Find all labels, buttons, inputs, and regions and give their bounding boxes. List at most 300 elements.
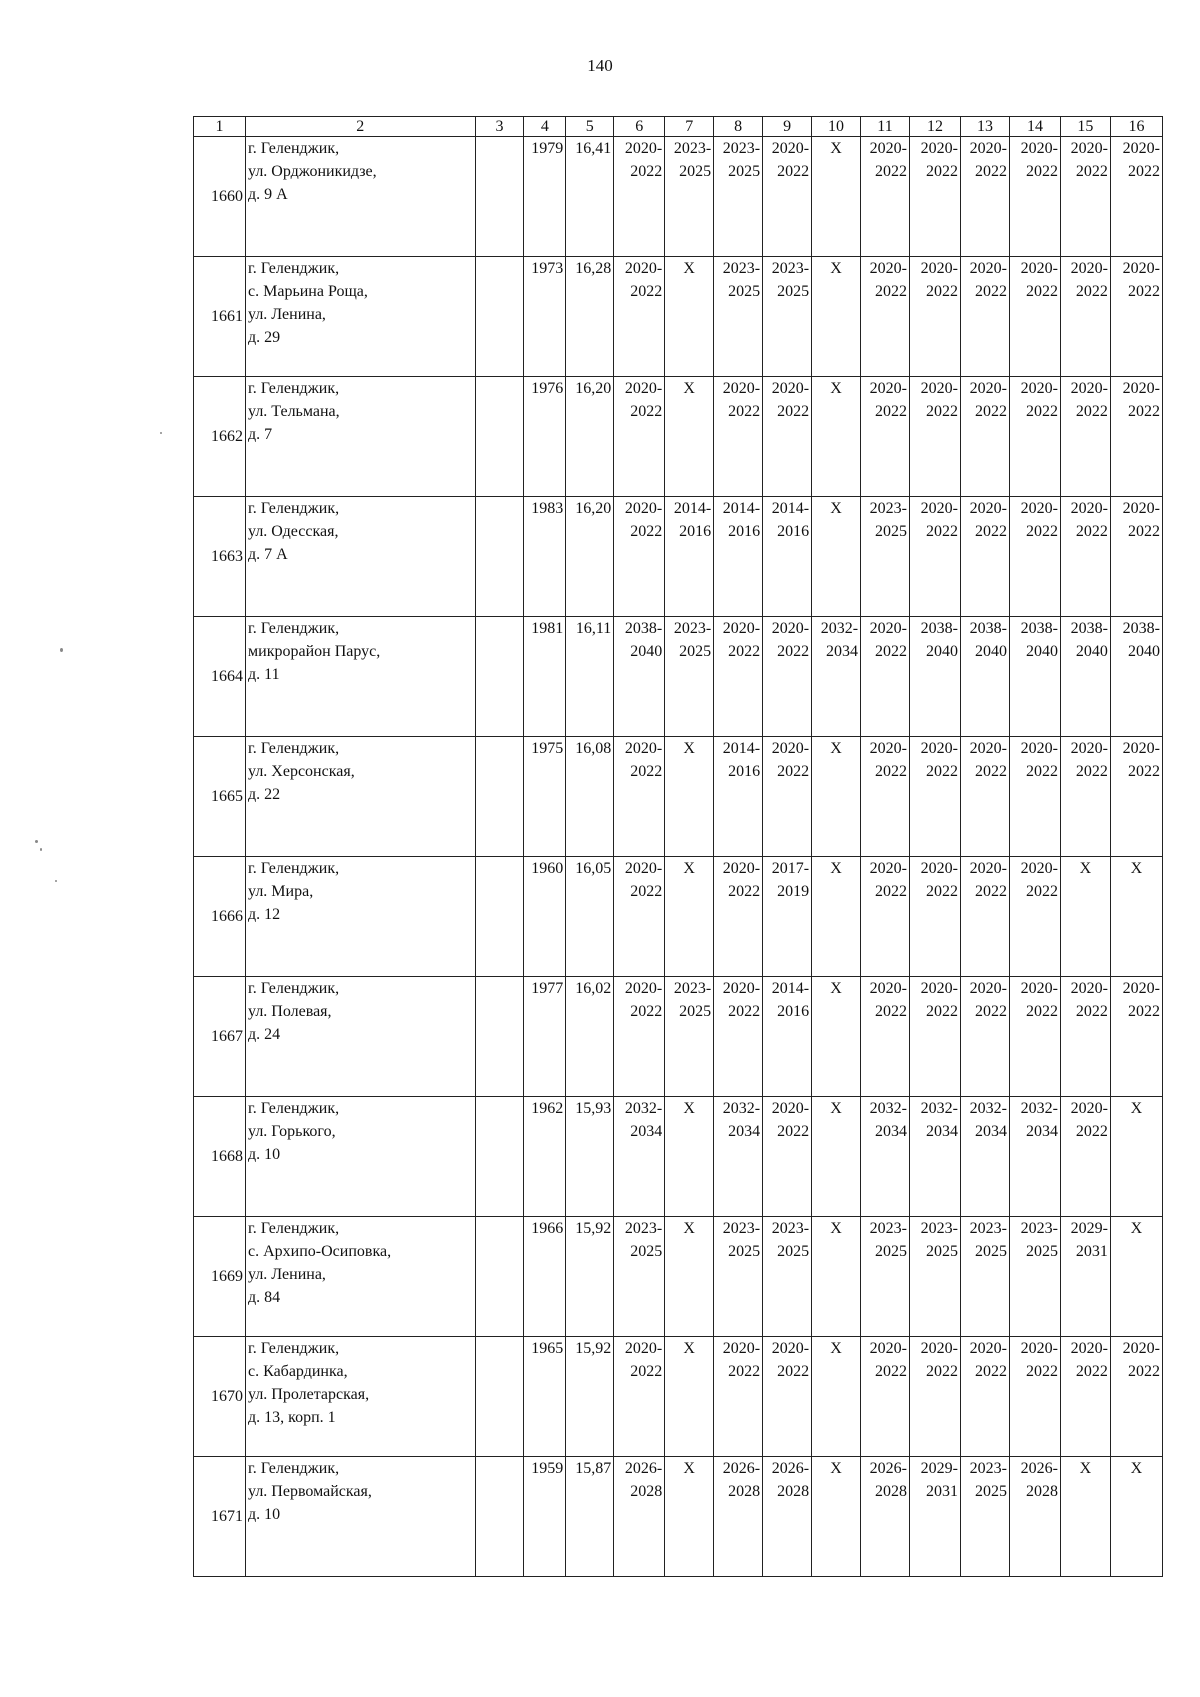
scan-speck [40,848,42,851]
empty-cell [475,137,524,257]
period-cell [861,137,910,257]
period-cell [960,977,1009,1097]
period-cell [1009,377,1060,497]
period-cell [763,257,812,377]
year-cell: 1975 [524,737,566,857]
period-part: 2022 [777,403,810,420]
period-part: 2040 [925,643,958,660]
period-part: 2029- [920,1460,958,1477]
row-number: 1668 [194,1097,246,1217]
column-header-14: 14 [1009,117,1060,137]
period-part: 2026- [624,1460,663,1477]
address-line: г. Геленджик, [248,1460,340,1477]
period-part: 2022 [1025,283,1058,300]
period-part: 2022 [974,163,1007,180]
period-part: 2023- [920,1220,958,1237]
period-part: 2022 [630,523,663,540]
address-cell [246,377,476,497]
page-number: 140 [587,56,613,75]
address-cell [246,1217,476,1337]
period-cell [714,1217,763,1337]
period-part: 2022 [974,283,1007,300]
column-header-16: 16 [1110,117,1162,137]
period-part: 2032- [820,620,859,637]
address-cell [246,1337,476,1457]
address-line: д. 7 [248,426,273,443]
period-cell [909,1337,960,1457]
area-cell: 16,41 [566,137,614,257]
area-cell: 16,02 [566,977,614,1097]
period-part: 2022 [874,883,907,900]
period-part: 2022 [1025,883,1058,900]
year-cell: 1983 [524,497,566,617]
period-part: 2031 [925,1483,958,1500]
not-required-mark: X [665,377,714,497]
period-part: 2025 [974,1483,1007,1500]
period-part: 2022 [974,763,1007,780]
period-part: 2020- [869,260,907,277]
period-cell [1009,497,1060,617]
not-required-mark: X [812,1097,861,1217]
period-part: 2022 [925,1003,958,1020]
period-part: 2020- [1122,500,1160,517]
address-line: г. Геленджик, [248,1100,340,1117]
address-line: г. Геленджик, [248,380,340,397]
period-part: 2022 [874,283,907,300]
period-part: 2032- [920,1100,958,1117]
period-part: 2020- [869,740,907,757]
column-header-11: 11 [861,117,910,137]
address-line: д. 24 [248,1026,281,1043]
period-cell [665,137,714,257]
period-cell [960,1097,1009,1217]
empty-cell [475,257,524,377]
period-cell [1110,257,1162,377]
address-line: микрорайон Парус, [248,643,381,660]
period-cell [1110,1337,1162,1457]
not-required-mark: X [665,1217,714,1337]
period-cell [1060,497,1110,617]
period-part: 2022 [630,1363,663,1380]
period-cell [763,1097,812,1217]
period-cell [909,1217,960,1337]
period-cell [1060,1217,1110,1337]
period-part: 2022 [974,523,1007,540]
column-header-6: 6 [614,117,665,137]
period-part: 2023- [722,140,761,157]
header-row [194,117,1163,137]
year-cell: 1966 [524,1217,566,1337]
period-part: 2031 [1075,1243,1108,1260]
period-part: 2022 [728,1363,761,1380]
address-line: ул. Мира, [248,883,314,900]
row-number: 1662 [194,377,246,497]
year-cell: 1977 [524,977,566,1097]
period-cell [909,1097,960,1217]
period-part: 2022 [1025,163,1058,180]
period-part: 2040 [974,643,1007,660]
period-part: 2025 [679,1003,712,1020]
period-part: 2022 [728,643,761,660]
row-number: 1661 [194,257,246,377]
period-part: 2020- [624,740,663,757]
year-cell: 1960 [524,857,566,977]
period-cell [812,617,861,737]
period-cell [714,1337,763,1457]
address-line: с. Марьина Роща, [248,283,368,300]
period-cell [861,377,910,497]
period-part: 2038- [1122,620,1160,637]
period-part: 2034 [1025,1123,1058,1140]
period-part: 2019 [777,883,810,900]
not-required-mark: X [1110,857,1162,977]
address-line: ул. Полевая, [248,1003,332,1020]
period-part: 2020- [969,140,1007,157]
column-header-1: 1 [194,117,246,137]
period-cell [763,1217,812,1337]
period-part: 2020- [920,380,958,397]
period-cell [614,1217,665,1337]
address-line: г. Геленджик, [248,260,340,277]
period-cell [1009,1217,1060,1337]
period-part: 2023- [771,1220,810,1237]
table-row [194,257,1163,377]
period-cell [614,737,665,857]
period-part: 2022 [925,523,958,540]
address-line: ул. Тельмана, [248,403,340,420]
period-part: 2032- [869,1100,907,1117]
address-line: г. Геленджик, [248,140,340,157]
period-part: 2032- [1020,1100,1058,1117]
not-required-mark: X [1060,857,1110,977]
period-part: 2022 [1025,1003,1058,1020]
period-part: 2028 [728,1483,761,1500]
period-part: 2020- [920,860,958,877]
period-part: 2022 [777,643,810,660]
address-line: д. 7 А [248,546,288,563]
period-part: 2020- [920,740,958,757]
period-cell [665,497,714,617]
period-part: 2023- [869,500,907,517]
address-cell [246,737,476,857]
period-part: 2023- [624,1220,663,1237]
period-part: 2022 [728,1003,761,1020]
scan-speck [35,840,38,843]
period-part: 2022 [728,403,761,420]
period-part: 2016 [777,523,810,540]
period-part: 2020- [869,860,907,877]
period-part: 2025 [777,283,810,300]
period-part: 2016 [728,523,761,540]
period-cell [714,1457,763,1577]
period-cell [861,1097,910,1217]
area-cell: 15,93 [566,1097,614,1217]
period-part: 2017- [771,860,810,877]
not-required-mark: X [665,257,714,377]
not-required-mark: X [812,377,861,497]
period-cell [614,137,665,257]
address-cell [246,1097,476,1217]
period-part: 2020- [920,260,958,277]
period-cell [714,1097,763,1217]
period-cell [763,737,812,857]
period-part: 2020- [1122,980,1160,997]
not-required-mark: X [665,857,714,977]
table-body [194,137,1163,1577]
address-line: г. Геленджик, [248,980,340,997]
period-part: 2022 [874,763,907,780]
period-part: 2034 [630,1123,663,1140]
period-part: 2022 [925,1363,958,1380]
period-cell [1110,137,1162,257]
period-cell [1009,1337,1060,1457]
address-line: д. 84 [248,1289,281,1306]
period-part: 2014- [673,500,712,517]
period-part: 2020- [624,980,663,997]
period-cell [1060,377,1110,497]
period-cell [960,137,1009,257]
period-cell [861,617,910,737]
address-line: д. 9 А [248,186,288,203]
period-part: 2020- [1122,260,1160,277]
period-part: 2034 [925,1123,958,1140]
period-cell [614,617,665,737]
period-part: 2022 [1128,163,1160,180]
period-cell [1060,977,1110,1097]
period-cell [714,137,763,257]
address-line: г. Геленджик, [248,860,340,877]
period-part: 2022 [777,1363,810,1380]
period-part: 2020- [722,860,761,877]
period-part: 2020- [1122,1340,1160,1357]
period-part: 2032- [722,1100,761,1117]
year-cell: 1979 [524,137,566,257]
period-cell [861,737,910,857]
table-row [194,1337,1163,1457]
not-required-mark: X [1060,1457,1110,1577]
period-part: 2022 [1128,1003,1160,1020]
period-cell [714,497,763,617]
period-part: 2014- [771,980,810,997]
row-number: 1660 [194,137,246,257]
period-cell [909,497,960,617]
period-part: 2020- [1020,860,1058,877]
period-part: 2038- [1070,620,1108,637]
period-part: 2038- [969,620,1007,637]
period-part: 2022 [630,283,663,300]
period-cell [909,257,960,377]
period-part: 2020- [920,500,958,517]
address-line: г. Геленджик, [248,620,340,637]
address-line: д. 22 [248,786,281,803]
column-header-7: 7 [665,117,714,137]
period-part: 2022 [874,643,907,660]
period-part: 2022 [974,403,1007,420]
period-part: 2020- [1070,140,1108,157]
address-cell [246,857,476,977]
empty-cell [475,857,524,977]
area-cell: 16,28 [566,257,614,377]
period-cell [763,1457,812,1577]
period-part: 2020- [869,1340,907,1357]
period-part: 2022 [1128,523,1160,540]
column-header-9: 9 [763,117,812,137]
address-line: с. Архипо-Осиповка, [248,1243,392,1260]
row-number: 1664 [194,617,246,737]
period-cell [909,137,960,257]
period-part: 2025 [679,643,712,660]
address-line: д. 10 [248,1506,281,1523]
address-cell [246,617,476,737]
period-part: 2032- [624,1100,663,1117]
area-cell: 16,11 [566,617,614,737]
period-part: 2034 [874,1123,907,1140]
period-part: 2020- [624,380,663,397]
period-part: 2020- [969,860,1007,877]
address-line: ул. Орджоникидзе, [248,163,377,180]
address-line: г. Геленджик, [248,500,340,517]
period-part: 2026- [771,1460,810,1477]
not-required-mark: X [812,1457,861,1577]
area-cell: 16,20 [566,497,614,617]
year-cell: 1962 [524,1097,566,1217]
year-cell: 1973 [524,257,566,377]
period-part: 2020- [624,140,663,157]
period-part: 2022 [874,403,907,420]
period-cell [1009,617,1060,737]
address-line: г. Геленджик, [248,1220,340,1237]
period-part: 2020- [969,740,1007,757]
period-part: 2022 [874,1363,907,1380]
table-row [194,1457,1163,1577]
address-line: ул. Горького, [248,1123,336,1140]
address-cell [246,977,476,1097]
column-header-8: 8 [714,117,763,137]
period-part: 2020- [722,620,761,637]
period-part: 2020- [1070,1340,1108,1357]
period-part: 2023- [673,620,712,637]
period-part: 2028 [630,1483,663,1500]
not-required-mark: X [1110,1217,1162,1337]
period-cell [1060,257,1110,377]
period-part: 2025 [728,1243,761,1260]
period-part: 2020- [969,380,1007,397]
table-row [194,737,1163,857]
period-part: 2029- [1070,1220,1108,1237]
period-cell [1110,617,1162,737]
period-cell [614,857,665,977]
not-required-mark: X [665,737,714,857]
not-required-mark: X [1110,1457,1162,1577]
period-part: 2020- [1070,980,1108,997]
period-part: 2020- [869,620,907,637]
address-line: д. 29 [248,329,281,346]
period-part: 2020- [1070,740,1108,757]
row-number: 1669 [194,1217,246,1337]
period-cell [960,257,1009,377]
column-header-10: 10 [812,117,861,137]
address-line: д. 10 [248,1146,281,1163]
table-row [194,977,1163,1097]
not-required-mark: X [812,137,861,257]
not-required-mark: X [812,737,861,857]
period-cell [861,497,910,617]
period-part: 2022 [1075,163,1108,180]
period-part: 2020- [969,500,1007,517]
period-part: 2020- [869,380,907,397]
period-cell [763,1337,812,1457]
period-cell [763,857,812,977]
period-part: 2020- [771,740,810,757]
table-row [194,1217,1163,1337]
period-part: 2028 [1025,1483,1058,1500]
period-part: 2022 [777,163,810,180]
area-cell: 16,20 [566,377,614,497]
period-part: 2022 [1075,1003,1108,1020]
period-part: 2020- [722,1340,761,1357]
period-part: 2022 [1025,403,1058,420]
period-part: 2040 [1025,643,1058,660]
period-part: 2034 [974,1123,1007,1140]
year-cell: 1959 [524,1457,566,1577]
period-part: 2020- [771,140,810,157]
period-part: 2040 [1075,643,1108,660]
period-part: 2038- [1020,620,1058,637]
not-required-mark: X [812,257,861,377]
empty-cell [475,377,524,497]
empty-cell [475,977,524,1097]
period-part: 2022 [630,1003,663,1020]
row-number: 1667 [194,977,246,1097]
period-cell [1060,617,1110,737]
period-cell [1009,737,1060,857]
period-cell [1009,257,1060,377]
column-header-13: 13 [960,117,1009,137]
period-part: 2026- [869,1460,907,1477]
period-cell [1009,137,1060,257]
period-part: 2022 [1025,763,1058,780]
period-part: 2022 [1025,523,1058,540]
period-part: 2038- [920,620,958,637]
period-part: 2028 [777,1483,810,1500]
period-part: 2020- [1070,380,1108,397]
period-cell [960,1217,1009,1337]
period-part: 2023- [673,140,712,157]
period-part: 2023- [673,980,712,997]
address-cell [246,1457,476,1577]
period-cell [1060,137,1110,257]
period-cell [1060,1337,1110,1457]
period-cell [861,857,910,977]
column-header-5: 5 [566,117,614,137]
period-part: 2025 [728,163,761,180]
period-part: 2020- [1020,500,1058,517]
period-cell [1060,737,1110,857]
period-part: 2020- [1070,260,1108,277]
period-part: 2020- [969,980,1007,997]
address-line: г. Геленджик, [248,740,340,757]
period-cell [614,257,665,377]
period-part: 2020- [1020,740,1058,757]
period-part: 2020- [771,380,810,397]
scan-speck [60,648,63,652]
period-part: 2020- [624,860,663,877]
period-part: 2022 [1075,1123,1108,1140]
address-line: ул. Херсонская, [248,763,355,780]
period-part: 2025 [874,1243,907,1260]
period-part: 2023- [771,260,810,277]
period-part: 2022 [974,1003,1007,1020]
